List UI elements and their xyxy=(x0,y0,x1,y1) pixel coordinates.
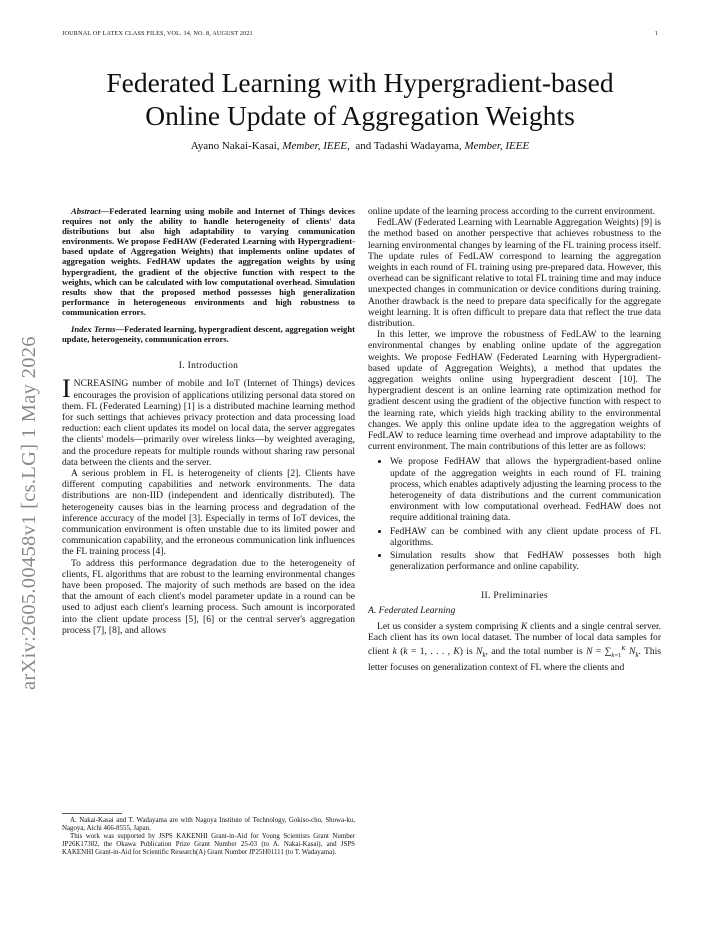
running-head: JOURNAL OF LATEX CLASS FILES, VOL. 14, NO. 8, AUGUST 2021 xyxy=(62,30,253,37)
intro-paragraph-fedlaw: FedLAW (Federated Learning with Learnable Aggregation Weights) [9] is the method based on another perspective that achieves robustness to the learning environmental changes by learning of the FL training process itself. The update rules of FedLAW correspond to learning the aggregation weights in each round of FL training using pre-prepared data. However, this overhead can be significant relative to total FL training time and may induce unexpected changes in communication or device conditions during training. Another drawback is the need to prepare data specifically for the aggregate weight learning. It is often difficult to prepare data that reflect the true data distribution. xyxy=(368,217,661,330)
subsection-heading-fl: A. Federated Learning xyxy=(368,604,456,616)
prelim-text-d: , and the total number is xyxy=(485,646,583,658)
footnote-rule xyxy=(62,813,122,814)
intro-p1-text: NCREASING number of mobile and IoT (Internet of Things) devices encourages the provision of applications utilizing personal data stored on them. FL (Federated Learning) [1] is a distributed machine learning method for such settings that achieves privacy protection and data processing load reduction: each client updates its model on local data, the server aggregates the clients' models—primarily over wireless links—by weighted averaging, and the procedure repeats for multiple rounds without sharing raw personal data between the clients and the server. xyxy=(62,378,355,468)
prelim-text-a: Let us consider a system comprising xyxy=(377,620,519,632)
page-number: 1 xyxy=(654,30,658,37)
arxiv-stamp xyxy=(18,336,58,730)
author-2: and Tadashi Wadayama, xyxy=(355,140,462,152)
prelim-text-c: is xyxy=(466,646,473,658)
intro-paragraph-proposal: In this letter, we improve the robustness of FedLAW to the learning environmental changes by enabling online update of the aggregation weights. We propose FedHAW (Federated Learning with Hypergradient-based update of Aggregation Weights), a method that updates the aggregation weights online using hypergradient descent [10]. The hypergradient descent is an online learning rate optimization method for gradient descent using the gradient of the objective function with respect to the learning rate, which yields high tracking ability to the environmental changes. We apply this online update idea to the aggregation weights of FedLAW to reduce learning time overhead and improve adaptability to the current environment. The main contributions of this letter are as follows: xyxy=(368,329,661,453)
section-heading-preliminaries: II. Preliminaries xyxy=(481,590,548,601)
index-terms-label: Index Terms xyxy=(71,324,116,335)
prelim-text-b: clients and a single central server. Each client has its own local dataset. The number of local data samples for client xyxy=(368,620,662,658)
footnote-funding: This work was supported by JSPS KAKENHI Grant-in-Aid for Young Scientists Grant Number JP26K17382, the Okawa Publication Prize Grant Number 25-03 (to A. Nakai-Kasai), and JSPS KAKENHI Grant-in-Aid for Scientific Research(A) Grant Number JP25H01111 (to T. Wadayama). xyxy=(62,833,355,857)
index-terms xyxy=(62,324,355,344)
title-line-1: Federated Learning with Hypergradient-based xyxy=(106,67,614,98)
abstract-text: —Federated learning using mobile and Internet of Things devices requires not only the ability to handle heterogeneity of clients' data distributions but also high adaptability to varying communication environments. We propose FedHAW (Federated Learning with Hypergradient-based update of Aggregation Weights) that implements online updates of aggregation weights. FedHAW updates the aggregation weights by using hypergradient, the gradient of the objective function with respect to the weights, which can be calculated with low computational overhead. Simulation results show that the proposed method possesses high generalization performance in heterogeneous environments and high robustness to communication errors. xyxy=(62,206,355,317)
footnote xyxy=(62,817,355,857)
running-header xyxy=(62,30,658,37)
contribution-item-3: • Simulation results show that FedHAW possesses both high generalization performance and online capability. xyxy=(390,550,661,572)
intro-paragraph-2: A serious problem in FL is heterogeneity of clients [2]. Clients have different computing capabilities and network environments. The data distributions are non-IID (independent and identically distributed). The heterogeneity causes bias in the learning process and degradation of the inference accuracy of the model [3]. Especially in terms of IoT devices, the communication environment is often unstable due to its limited power and communication capability, and the erroneous communication link influences the FL training process [4]. xyxy=(62,468,355,558)
right-column xyxy=(368,206,661,673)
preliminaries-paragraph-1: Let us consider a system comprising K clients and a single central server. Each client has its own local dataset. The number of local data samples for client k (k = 1, . . . , K) is $N_k$, and the total number is $N = \sum_{k=1}^K$ $N_k$. This letter focuses on generalization context of FL where the clients and xyxy=(368,620,662,673)
author-2-role: Member, IEEE xyxy=(464,140,530,152)
author-1: Ayano Nakai-Kasai, xyxy=(190,140,280,152)
abstract xyxy=(62,206,355,317)
paper-title xyxy=(60,66,660,132)
section-heading-introduction: I. Introduction xyxy=(178,361,239,372)
contribution-item-2: • FedHAW can be combined with any client update process of FL algorithms. xyxy=(390,526,661,548)
drop-cap: I xyxy=(62,374,71,404)
author-1-role: Member, IEEE, xyxy=(282,140,350,152)
contribution-item-1: • We propose FedHAW that allows the hypergradient-based online update of the aggregation weights in each round of FL training process, which enables adaptively adjusting the learning process to the heterogeneity of data distributions and the current communication environment with low computational overhead. FedHAW does not require additional training data. xyxy=(390,456,661,523)
footnote-affiliation: A. Nakai-Kasai and T. Wadayama are with Nagoya Institute of Technology, Gokiso-cho, Showa-ku, Nagoya, Aichi 466-8555, Japan. xyxy=(62,817,355,833)
author-list xyxy=(60,140,660,152)
intro-paragraph-3: To address this performance degradation due to the heterogeneity of clients, FL algorithms that are robust to the learning environmental changes have been proposed. The majority of such methods are based on the idea that the amount of each client's model parameter update in a round can be used to adjust each client's learning process. Such amount is incorporated into the client update process [5], [6] or the central server's aggregation process [7], [8], and allows xyxy=(62,557,355,636)
arxiv-stamp-text: arXiv:2605.00458v1 [cs.LG] 1 May 2026 xyxy=(18,336,40,690)
abstract-label: Abstract xyxy=(71,206,101,216)
left-column xyxy=(62,206,355,636)
title-line-2: Online Update of Aggregation Weights xyxy=(145,100,575,131)
index-terms-text: —Federated learning, hypergradient descent, aggregation weight update, heterogeneity, communication errors. xyxy=(62,324,355,345)
intro-paragraph-3-cont: online update of the learning process according to the current environment. xyxy=(368,206,656,217)
contributions-list xyxy=(368,456,661,572)
intro-paragraph-1 xyxy=(62,374,355,468)
prelim-text-e: . This letter focuses on generalization context of FL where the clients and xyxy=(368,646,661,673)
